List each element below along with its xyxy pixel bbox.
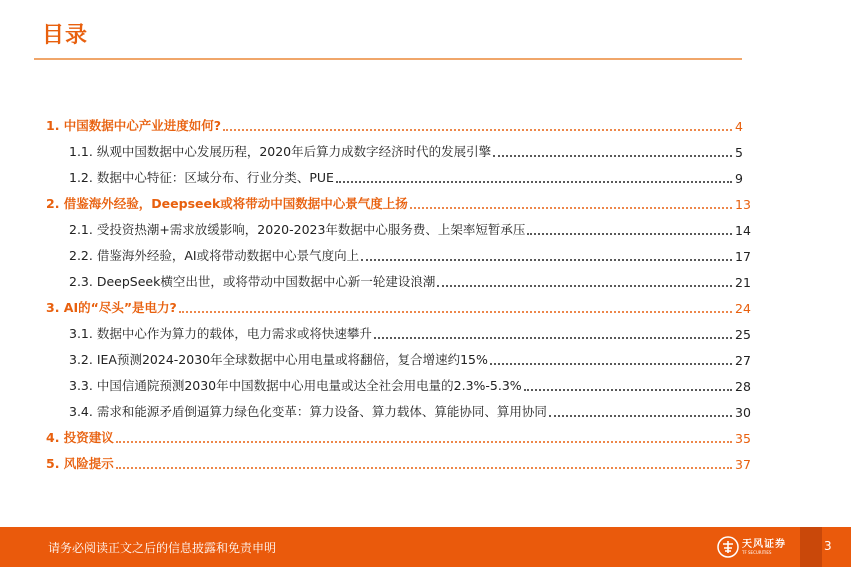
company-logo bbox=[717, 535, 786, 559]
toc-leader bbox=[179, 311, 732, 313]
toc-entry[interactable] bbox=[46, 114, 757, 134]
toc-leader bbox=[116, 441, 732, 443]
toc-leader bbox=[374, 337, 732, 339]
toc-entry-page: 35 bbox=[735, 431, 751, 446]
toc-entry-label: 4. 投资建议 bbox=[46, 430, 114, 445]
toc-entry-page: 37 bbox=[735, 457, 751, 472]
toc-entry-page: 27 bbox=[735, 353, 751, 368]
toc-entry-label: 3.1. 数据中心作为算力的载体，电力需求或将快速攀升 bbox=[69, 326, 372, 341]
toc-entry[interactable] bbox=[69, 218, 757, 238]
title-divider bbox=[34, 58, 742, 60]
toc-entry[interactable] bbox=[46, 426, 757, 446]
toc-entry-page: 30 bbox=[735, 405, 751, 420]
toc-entry-page: 5 bbox=[735, 145, 743, 160]
toc-entry[interactable] bbox=[46, 452, 757, 472]
toc-entry[interactable] bbox=[69, 270, 757, 290]
toc-entry[interactable] bbox=[46, 296, 757, 316]
toc-leader bbox=[336, 181, 732, 183]
logo-text: 天风证券 bbox=[742, 538, 786, 550]
toc-entry-label: 2.2. 借鉴海外经验，AI或将带动数据中心景气度向上 bbox=[69, 248, 360, 263]
toc-entry-label: 3.4. 需求和能源矛盾倒逼算力绿色化变革：算力设备、算力载体、算能协同、算用协同 bbox=[69, 404, 547, 419]
toc-leader bbox=[410, 207, 732, 209]
toc-leader bbox=[490, 363, 732, 365]
toc-entry[interactable] bbox=[69, 374, 757, 394]
toc-entry[interactable] bbox=[69, 322, 757, 342]
toc-entry-page: 24 bbox=[735, 301, 751, 316]
toc-leader bbox=[223, 129, 732, 131]
toc-entry-label: 3.3. 中国信通院预测2030年中国数据中心用电量或达全社会用电量的2.3%-5.3% bbox=[69, 378, 522, 393]
toc-leader bbox=[116, 467, 732, 469]
toc-entry[interactable] bbox=[69, 400, 757, 420]
toc-entry-page: 13 bbox=[735, 197, 751, 212]
toc-entry-label: 2.1. 受投资热潮+需求放缓影响，2020-2023年数据中心服务费、上架率短暂承压 bbox=[69, 222, 526, 237]
toc-entry-label: 1.1. 纵观中国数据中心发展历程，2020年后算力成数字经济时代的发展引擎 bbox=[69, 144, 492, 159]
toc-entry-page: 25 bbox=[735, 327, 751, 342]
toc-entry-label: 2.3. DeepSeek横空出世，或将带动中国数据中心新一轮建设浪潮 bbox=[69, 274, 436, 289]
toc-leader bbox=[527, 233, 732, 235]
toc-entry[interactable] bbox=[69, 166, 757, 186]
logo-mark-icon bbox=[717, 536, 739, 558]
toc-entry-label: 2. 借鉴海外经验，Deepseek或将带动中国数据中心景气度上扬 bbox=[46, 196, 408, 211]
toc-entry-label: 1.2. 数据中心特征：区域分布、行业分类、PUE bbox=[69, 170, 334, 185]
toc-entry[interactable] bbox=[46, 192, 757, 212]
disclaimer-text: 请务必阅读正文之后的信息披露和免责申明 bbox=[48, 541, 277, 555]
toc-entry-label: 1. 中国数据中心产业进度如何? bbox=[46, 118, 222, 133]
page-title: 目录 bbox=[42, 23, 89, 48]
toc-entry-page: 14 bbox=[735, 223, 751, 238]
footer-accent-block bbox=[800, 527, 822, 567]
toc-entry-page: 9 bbox=[735, 171, 743, 186]
toc-leader bbox=[493, 155, 732, 157]
toc-entry-page: 4 bbox=[735, 119, 743, 134]
toc-entry-page: 21 bbox=[735, 275, 751, 290]
toc-leader bbox=[437, 285, 732, 287]
toc-leader bbox=[361, 259, 732, 261]
toc-entry-page: 28 bbox=[735, 379, 751, 394]
toc-entry[interactable] bbox=[69, 140, 757, 160]
toc-entry[interactable] bbox=[69, 244, 757, 264]
page-number: 3 bbox=[824, 539, 832, 553]
toc-entry-label: 5. 风险提示 bbox=[46, 456, 114, 471]
toc-entry-label: 3.2. IEA预测2024-2030年全球数据中心用电量或将翻倍，复合增速约15% bbox=[69, 352, 488, 367]
toc-entry-page: 17 bbox=[735, 249, 751, 264]
toc-entry[interactable] bbox=[69, 348, 757, 368]
logo-subtext: TF SECURITIES bbox=[742, 549, 772, 555]
toc-entry-label: 3. AI的“尽头”是电力? bbox=[46, 300, 177, 315]
toc-leader bbox=[549, 415, 732, 417]
toc-leader bbox=[524, 389, 732, 391]
